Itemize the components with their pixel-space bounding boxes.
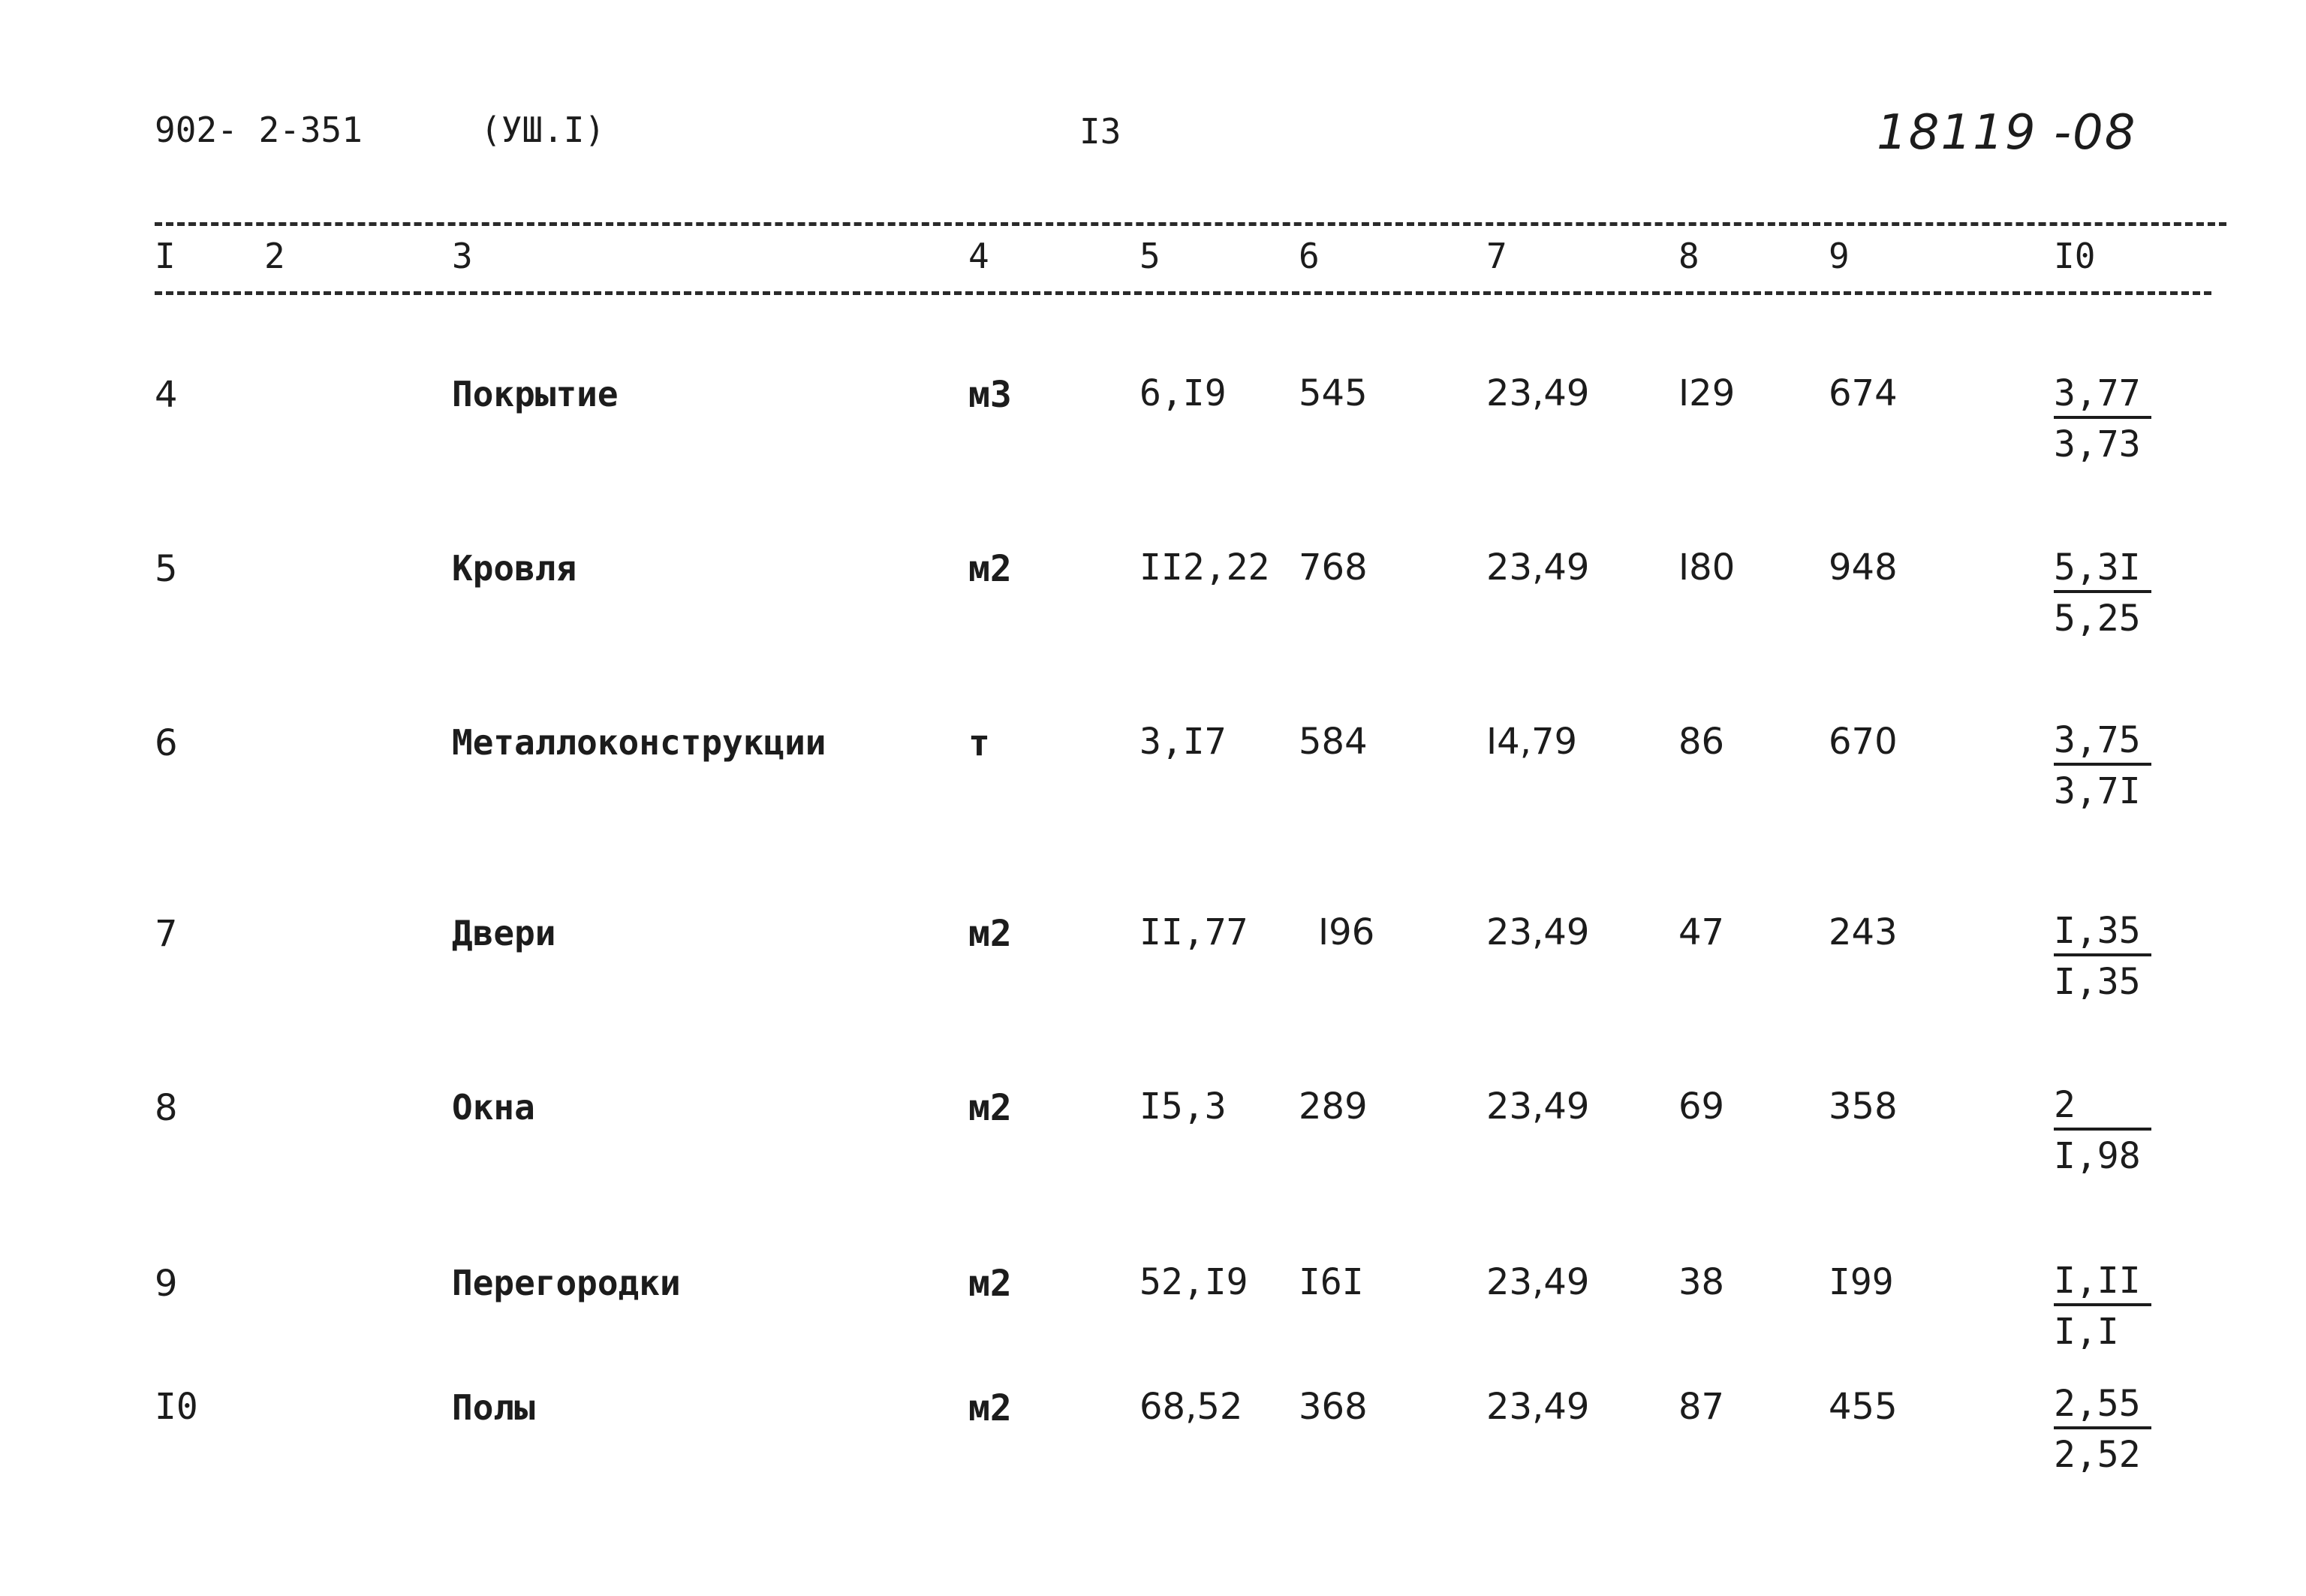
item-col8: I29 xyxy=(1678,372,1736,414)
item-unit: м2 xyxy=(968,913,1012,955)
fraction-numerator: 3,77 xyxy=(2054,375,2151,419)
item-col9: 358 xyxy=(1829,1086,1898,1128)
item-col8: 38 xyxy=(1678,1261,1725,1303)
item-col9: 243 xyxy=(1829,911,1898,953)
item-col6: 584 xyxy=(1299,721,1368,763)
item-unit: м2 xyxy=(968,548,1012,590)
row-number: 7 xyxy=(155,913,178,955)
item-col10-fraction xyxy=(2054,372,2151,465)
item-col8: 47 xyxy=(1678,911,1725,953)
item-col10-fraction xyxy=(2054,719,2151,812)
column-header-2: 2 xyxy=(264,236,285,276)
header-top-rule xyxy=(155,222,2226,226)
row-number: I0 xyxy=(155,1386,198,1428)
item-col7: 23,49 xyxy=(1486,1086,1590,1128)
item-name: Двери xyxy=(452,913,556,953)
fraction-denominator: 3,7I xyxy=(2054,770,2141,812)
item-col8: 86 xyxy=(1678,721,1725,763)
header-bottom-rule xyxy=(155,291,2211,295)
fraction-denominator: 2,52 xyxy=(2054,1434,2141,1476)
item-col5: 68,52 xyxy=(1139,1386,1243,1428)
item-col10-fraction xyxy=(2054,1260,2151,1353)
column-header-9: 9 xyxy=(1829,236,1850,276)
column-header-7: 7 xyxy=(1486,236,1507,276)
column-header-5: 5 xyxy=(1139,236,1161,276)
fraction-numerator: 5,3I xyxy=(2054,550,2151,593)
item-name: Кровля xyxy=(452,548,577,589)
inventory-number: 18119 -08 xyxy=(1877,105,2137,161)
sheet-code: (УШ.I) xyxy=(480,110,606,150)
item-col6: 768 xyxy=(1299,547,1368,589)
fraction-numerator: I,35 xyxy=(2054,913,2151,956)
item-unit: м2 xyxy=(968,1263,1012,1305)
row-number: 5 xyxy=(155,548,178,590)
item-col5: II2,22 xyxy=(1139,547,1270,589)
item-col7: I4,79 xyxy=(1486,721,1578,763)
column-header-10: I0 xyxy=(2054,236,2096,276)
item-col8: 69 xyxy=(1678,1086,1725,1128)
item-col6: I6I xyxy=(1299,1261,1364,1303)
item-unit: т xyxy=(968,722,990,764)
column-header-8: 8 xyxy=(1678,236,1699,276)
item-name: Перегородки xyxy=(452,1263,681,1303)
item-col10-fraction xyxy=(2054,1383,2151,1476)
column-header-6: 6 xyxy=(1299,236,1320,276)
fraction-numerator: I,II xyxy=(2054,1263,2151,1306)
item-col5: 3,I7 xyxy=(1139,721,1227,763)
page-number: I3 xyxy=(1079,111,1121,152)
item-col8: I80 xyxy=(1678,547,1736,589)
item-col5: I5,3 xyxy=(1139,1086,1227,1128)
item-name: Покрытие xyxy=(452,374,619,414)
row-number: 9 xyxy=(155,1263,178,1305)
fraction-denominator: I,98 xyxy=(2054,1135,2141,1177)
row-number: 8 xyxy=(155,1087,178,1129)
fraction-denominator: 3,73 xyxy=(2054,423,2141,465)
item-col8: 87 xyxy=(1678,1386,1725,1428)
fraction-denominator: 5,25 xyxy=(2054,598,2141,640)
item-col7: 23,49 xyxy=(1486,372,1590,414)
item-name: Окна xyxy=(452,1087,535,1128)
item-unit: м2 xyxy=(968,1387,1012,1429)
item-unit: м3 xyxy=(968,374,1012,416)
fraction-numerator: 2,55 xyxy=(2054,1386,2151,1429)
item-name: Металлоконструкции xyxy=(452,722,826,763)
document-code: 902- 2-351 xyxy=(155,110,363,150)
item-col7: 23,49 xyxy=(1486,1386,1590,1428)
column-header-3: 3 xyxy=(452,236,473,276)
item-col10-fraction xyxy=(2054,547,2151,640)
row-number: 6 xyxy=(155,722,178,764)
item-name: Полы xyxy=(452,1387,535,1428)
item-col5: 52,I9 xyxy=(1139,1261,1248,1303)
item-col5: II,77 xyxy=(1139,911,1248,953)
item-col9: 674 xyxy=(1829,372,1898,414)
item-col6: 289 xyxy=(1299,1086,1368,1128)
item-col9: I99 xyxy=(1829,1261,1894,1303)
fraction-numerator: 3,75 xyxy=(2054,722,2151,766)
item-col5: 6,I9 xyxy=(1139,372,1227,414)
fraction-denominator: I,I xyxy=(2054,1311,2119,1353)
item-col9: 948 xyxy=(1829,547,1898,589)
fraction-denominator: I,35 xyxy=(2054,961,2141,1003)
item-col6: I96 xyxy=(1318,911,1375,953)
row-number: 4 xyxy=(155,374,178,416)
item-col7: 23,49 xyxy=(1486,911,1590,953)
item-unit: м2 xyxy=(968,1087,1012,1129)
item-col9: 670 xyxy=(1829,721,1898,763)
item-col9: 455 xyxy=(1829,1386,1898,1428)
item-col6: 545 xyxy=(1299,372,1368,414)
item-col6: 368 xyxy=(1299,1386,1368,1428)
column-header-4: 4 xyxy=(968,236,989,276)
column-header-1: I xyxy=(155,236,176,276)
fraction-numerator: 2 xyxy=(2054,1087,2151,1131)
item-col10-fraction xyxy=(2054,1084,2151,1177)
item-col7: 23,49 xyxy=(1486,1261,1590,1303)
item-col7: 23,49 xyxy=(1486,547,1590,589)
item-col10-fraction xyxy=(2054,910,2151,1003)
